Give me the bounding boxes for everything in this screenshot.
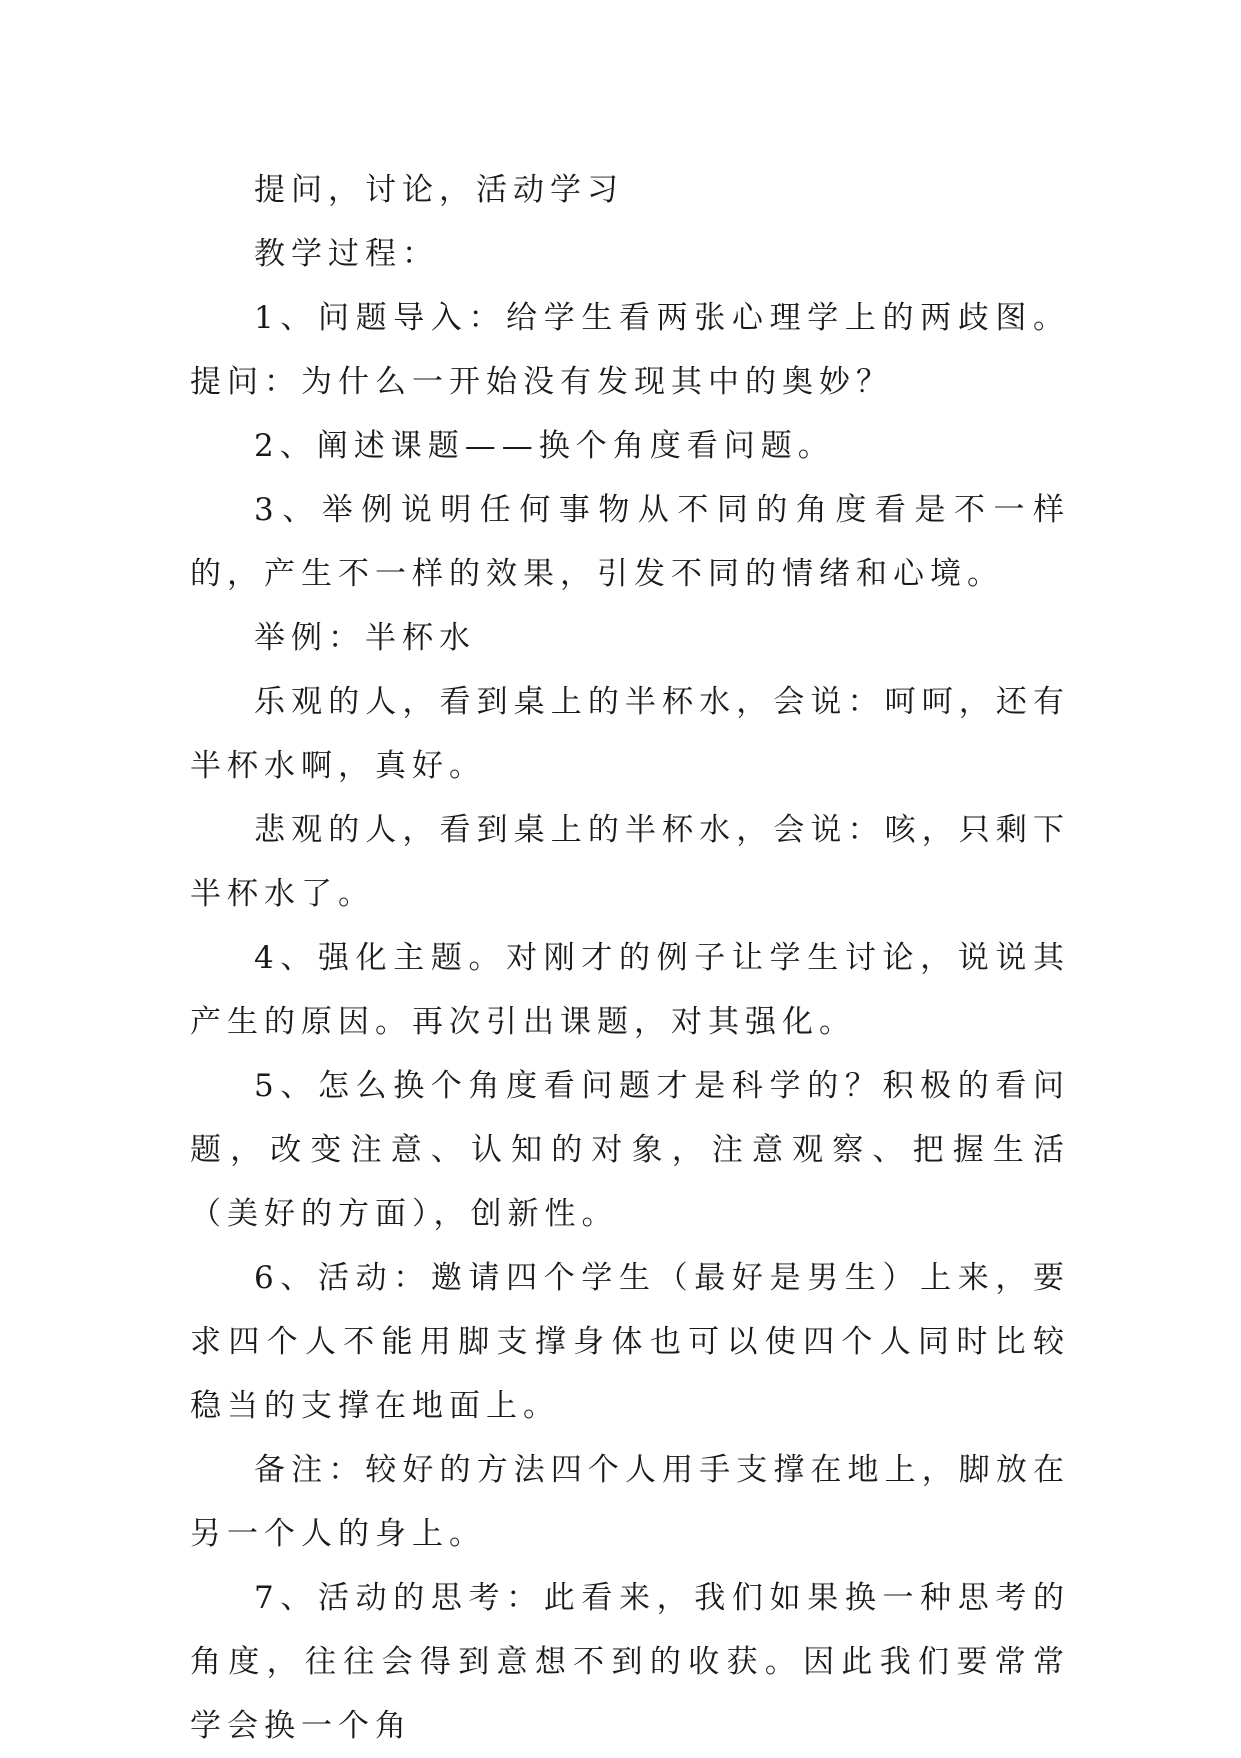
paragraph-step-6: 6、活动：邀请四个学生（最好是男生）上来，要求四个人不能用脚支撑身体也可以使四个人同时比较稳当的支撑在地面上。 bbox=[190, 1260, 1070, 1424]
paragraph-optimist: 乐观的人，看到桌上的半杯水，会说：呵呵，还有半杯水啊，真好。 bbox=[190, 684, 1070, 784]
paragraph-step-3: 3、举例说明任何事物从不同的角度看是不一样的，产生不一样的效果，引发不同的情绪和心境。 bbox=[190, 492, 1070, 592]
paragraph-teaching-process-heading: 教学过程： bbox=[254, 236, 439, 272]
paragraph-note: 备注：较好的方法四个人用手支撑在地上，脚放在另一个人的身上。 bbox=[190, 1452, 1070, 1552]
paragraph-step-2: 2、阐述课题——换个角度看问题。 bbox=[254, 428, 835, 464]
paragraph-step-5: 5、怎么换个角度看问题才是科学的？积极的看问题，改变注意、认知的对象，注意观察、把握生活（美好的方面），创新性。 bbox=[190, 1068, 1070, 1232]
document-body bbox=[190, 158, 1070, 1758]
paragraph-example-heading: 举例：半杯水 bbox=[254, 620, 476, 656]
paragraph-pessimist: 悲观的人，看到桌上的半杯水，会说：咳，只剩下半杯水了。 bbox=[190, 812, 1070, 912]
paragraph-step-1: 1、问题导入：给学生看两张心理学上的两歧图。提问：为什么一开始没有发现其中的奥妙？ bbox=[190, 300, 1070, 400]
paragraph-step-7: 7、活动的思考：此看来，我们如果换一种思考的角度，往往会得到意想不到的收获。因此我们要常常学会换一个角 bbox=[190, 1580, 1070, 1744]
paragraph-step-4: 4、强化主题。对刚才的例子让学生讨论，说说其产生的原因。再次引出课题，对其强化。 bbox=[190, 940, 1070, 1040]
paragraph-teaching-methods: 提问，讨论，活动学习 bbox=[254, 172, 624, 208]
